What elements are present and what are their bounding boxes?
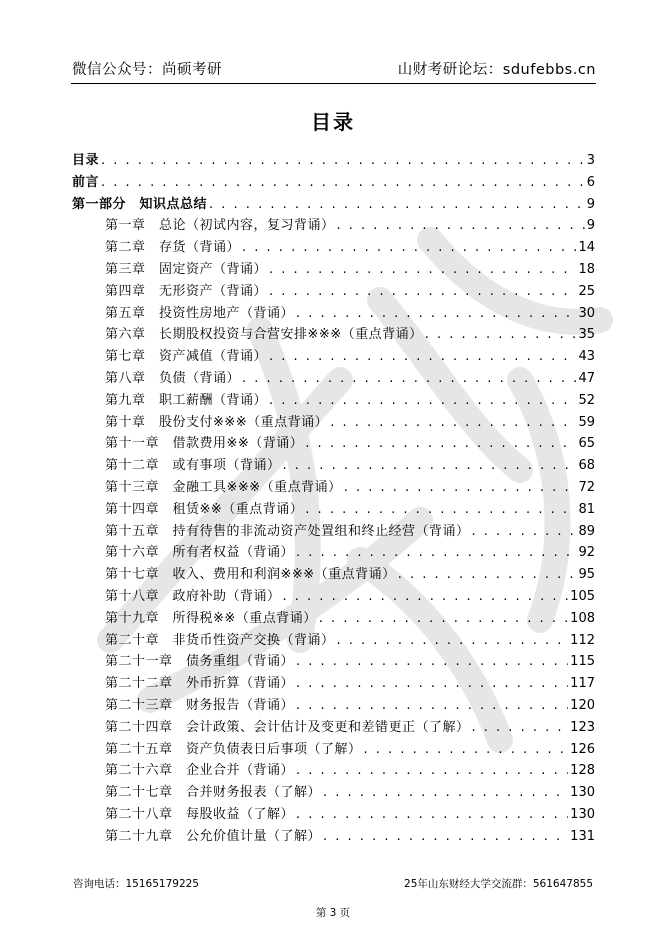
toc-dot-leader — [242, 240, 576, 255]
toc-entry[interactable] — [72, 476, 595, 498]
toc-entry[interactable] — [72, 759, 595, 781]
toc-entry-label: 第一部分 知识点总结 — [72, 196, 208, 212]
toc-entry[interactable] — [72, 585, 595, 607]
toc-entry[interactable] — [72, 629, 595, 651]
toc-entry-label: 第五章 投资性房地产（背诵） — [105, 305, 295, 321]
toc-entry[interactable] — [72, 280, 595, 302]
header-wechat-account: 微信公众号：尚硕考研 — [72, 62, 222, 78]
toc-entry-page: 81 — [578, 501, 595, 517]
toc-dot-leader — [330, 415, 576, 430]
toc-entry[interactable] — [72, 258, 595, 280]
toc-dot-leader — [242, 371, 576, 386]
toc-entry[interactable] — [72, 694, 595, 716]
toc-dot-leader — [425, 327, 577, 342]
toc-entry-page: 128 — [570, 763, 595, 779]
page-header — [72, 58, 596, 82]
toc-dot-leader — [305, 436, 576, 451]
toc-entry-label: 第十五章 持有待售的非流动资产处置组和终止经营（背诵） — [105, 523, 470, 539]
toc-entry-label: 第十六章 所有者权益（背诵） — [105, 545, 295, 561]
toc-dot-leader — [296, 807, 568, 822]
toc-dot-leader — [101, 175, 585, 190]
table-of-contents — [72, 149, 595, 847]
toc-entry-page: 115 — [570, 654, 595, 670]
toc-entry-label: 第七章 资产减值（背诵） — [105, 349, 268, 365]
toc-entry[interactable] — [72, 432, 595, 454]
toc-dot-leader — [364, 742, 569, 757]
page-number: 第 3 页 — [315, 907, 351, 919]
toc-entry-label: 第二十九章 公允价值计量（了解） — [105, 828, 322, 844]
toc-dot-leader — [296, 306, 576, 321]
toc-entry-label: 第十九章 所得税※※（重点背诵） — [105, 610, 317, 626]
toc-dot-leader — [269, 284, 576, 299]
toc-entry[interactable] — [72, 541, 595, 563]
toc-entry-page: 18 — [578, 261, 595, 277]
toc-entry-label: 第十三章 金融工具※※※（重点背诵） — [105, 479, 342, 495]
toc-entry-label: 第二十七章 合并财务报表（了解） — [105, 785, 322, 801]
toc-entry[interactable] — [72, 803, 595, 825]
toc-entry[interactable] — [72, 454, 595, 476]
toc-entry-label: 第十一章 借款费用※※（背诵） — [105, 436, 304, 452]
toc-entry-page: 105 — [570, 588, 595, 604]
footer-phone: 咨询电话：15165179225 — [73, 878, 199, 890]
toc-entry-label: 第十七章 收入、费用和利润※※※（重点背诵） — [105, 567, 396, 583]
toc-entry-label: 第三章 固定资产（背诵） — [105, 261, 268, 277]
page-title: 目录 — [311, 110, 355, 134]
header-divider — [71, 83, 596, 84]
toc-entry[interactable] — [72, 520, 595, 542]
toc-dot-leader — [296, 545, 576, 560]
toc-entry-page: 14 — [578, 240, 595, 256]
toc-entry-page: 30 — [578, 305, 595, 321]
toc-entry-page: 6 — [586, 174, 595, 190]
toc-entry-label: 第二十五章 资产负债表日后事项（了解） — [105, 741, 362, 757]
toc-entry-label: 前言 — [72, 174, 100, 190]
toc-entry-page: 9 — [586, 218, 595, 234]
toc-dot-leader — [337, 218, 585, 233]
footer-group: 25年山东财经大学交流群：561647855 — [404, 878, 593, 890]
toc-entry-label: 第二十八章 每股收益（了解） — [105, 806, 295, 822]
toc-entry-page: 89 — [578, 523, 595, 539]
toc-dot-leader — [337, 633, 569, 648]
toc-dot-leader — [323, 785, 568, 800]
toc-entry-label: 第四章 无形资产（背诵） — [105, 283, 268, 299]
toc-dot-leader — [296, 763, 568, 778]
toc-entry-label: 第十章 股份支付※※※（重点背诵） — [105, 414, 329, 430]
toc-entry-page: 130 — [570, 785, 595, 801]
toc-dot-leader — [296, 698, 568, 713]
toc-entry-label: 第二十三章 财务报告（背诵） — [105, 697, 295, 713]
toc-entry-label: 第二十一章 债务重组（背诵） — [105, 654, 295, 670]
toc-entry-label: 第二章 存货（背诵） — [105, 240, 241, 256]
toc-entry[interactable] — [72, 825, 595, 847]
toc-entry-label: 第十四章 租赁※※（重点背诵） — [105, 501, 304, 517]
toc-entry[interactable] — [72, 302, 595, 324]
toc-entry[interactable] — [72, 389, 595, 411]
toc-entry[interactable] — [72, 563, 595, 585]
toc-entry-label: 第十八章 政府补助（背诵） — [105, 588, 281, 604]
toc-entry-page: 130 — [570, 806, 595, 822]
toc-entry-page: 47 — [578, 370, 595, 386]
toc-dot-leader — [269, 393, 576, 408]
toc-dot-leader — [209, 197, 585, 212]
toc-entry-page: 131 — [570, 828, 595, 844]
toc-entry-page: 65 — [578, 436, 595, 452]
toc-entry-label: 第二十二章 外币折算（背诵） — [105, 676, 295, 692]
toc-entry-page: 92 — [578, 545, 595, 561]
toc-entry-page: 120 — [570, 697, 595, 713]
toc-entry-label: 第十二章 或有事项（背诵） — [105, 458, 281, 474]
toc-entry-page: 123 — [570, 719, 595, 735]
toc-dot-leader — [283, 589, 569, 604]
toc-entry[interactable] — [72, 345, 595, 367]
toc-entry-label: 第六章 长期股权投资与合营安排※※※（重点背诵） — [105, 327, 423, 343]
toc-entry-label: 第八章 负债（背诵） — [105, 370, 241, 386]
toc-entry[interactable] — [72, 323, 595, 345]
toc-dot-leader — [472, 524, 577, 539]
toc-entry[interactable] — [72, 607, 595, 629]
toc-dot-leader — [472, 720, 569, 735]
toc-entry-label: 第二十六章 企业合并（背诵） — [105, 763, 295, 779]
toc-entry[interactable] — [72, 650, 595, 672]
toc-dot-leader — [283, 458, 577, 473]
toc-entry[interactable] — [72, 214, 595, 236]
toc-entry[interactable] — [72, 149, 595, 171]
toc-dot-leader — [296, 654, 568, 669]
toc-entry-page: 112 — [570, 632, 595, 648]
toc-entry-page: 117 — [570, 676, 595, 692]
toc-entry-page: 126 — [570, 741, 595, 757]
toc-entry-page: 95 — [578, 567, 595, 583]
toc-entry-page: 59 — [578, 414, 595, 430]
toc-entry[interactable] — [72, 171, 595, 193]
toc-dot-leader — [296, 676, 568, 691]
toc-entry[interactable] — [72, 367, 595, 389]
toc-entry-label: 第二十章 非货币性资产交换（背诵） — [105, 632, 335, 648]
toc-entry-page: 52 — [578, 392, 595, 408]
toc-dot-leader — [323, 829, 568, 844]
toc-entry-page: 25 — [578, 283, 595, 299]
toc-entry[interactable] — [72, 236, 595, 258]
toc-entry-label: 第一章 总论（初试内容，复习背诵） — [105, 218, 335, 234]
header-forum-site: 山财考研论坛：sdufebbs.cn — [397, 62, 596, 78]
toc-entry[interactable] — [72, 411, 595, 433]
toc-dot-leader — [344, 480, 577, 495]
toc-entry[interactable] — [72, 781, 595, 803]
toc-entry-page: 43 — [578, 349, 595, 365]
toc-entry[interactable] — [72, 738, 595, 760]
toc-entry[interactable] — [72, 672, 595, 694]
toc-entry-label: 第二十四章 会计政策、会计估计及变更和差错更正（了解） — [105, 719, 470, 735]
toc-dot-leader — [269, 349, 576, 364]
toc-entry-page: 72 — [578, 479, 595, 495]
toc-entry-label: 目录 — [72, 153, 100, 168]
toc-dot-leader — [269, 262, 576, 277]
toc-dot-leader — [305, 502, 576, 517]
toc-entry-page: 35 — [578, 327, 595, 343]
toc-entry-page: 3 — [586, 153, 595, 168]
toc-dot-leader — [398, 567, 577, 582]
toc-dot-leader — [319, 611, 568, 626]
toc-entry-label: 第九章 职工薪酬（背诵） — [105, 392, 268, 408]
toc-entry-page: 108 — [570, 610, 595, 626]
toc-entry-page: 9 — [586, 196, 595, 212]
toc-entry[interactable] — [72, 716, 595, 738]
toc-entry[interactable] — [72, 498, 595, 520]
toc-entry[interactable] — [72, 193, 595, 215]
toc-dot-leader — [101, 153, 585, 168]
toc-entry-page: 68 — [578, 458, 595, 474]
